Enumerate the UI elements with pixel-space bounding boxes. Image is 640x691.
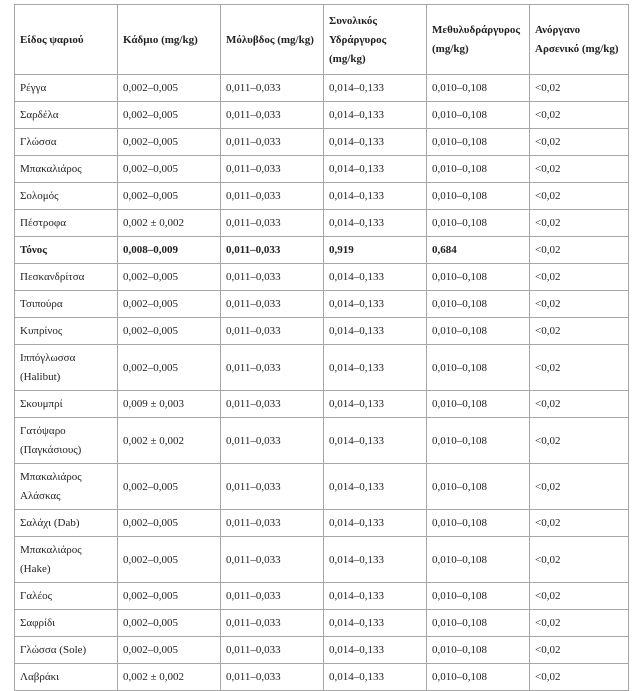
cell-total-mercury: 0,014–0,133	[324, 537, 427, 583]
cell-inorganic-arsenic: <0,02	[530, 129, 629, 156]
cell-lead: 0,011–0,033	[221, 75, 324, 102]
cell-lead: 0,011–0,033	[221, 664, 324, 691]
cell-lead: 0,011–0,033	[221, 418, 324, 464]
cell-total-mercury: 0,014–0,133	[324, 391, 427, 418]
cell-total-mercury: 0,014–0,133	[324, 464, 427, 510]
cell-cadmium: 0,002–0,005	[118, 264, 221, 291]
cell-methylmercury: 0,010–0,108	[427, 291, 530, 318]
cell-total-mercury: 0,014–0,133	[324, 183, 427, 210]
cell-total-mercury: 0,014–0,133	[324, 318, 427, 345]
cell-methylmercury: 0,010–0,108	[427, 464, 530, 510]
cell-lead: 0,011–0,033	[221, 156, 324, 183]
table-row	[15, 264, 629, 291]
cell-lead: 0,011–0,033	[221, 210, 324, 237]
table-row	[15, 291, 629, 318]
cell-cadmium: 0,002 ± 0,002	[118, 418, 221, 464]
cell-methylmercury: 0,010–0,108	[427, 637, 530, 664]
cell-total-mercury: 0,014–0,133	[324, 583, 427, 610]
cell-cadmium: 0,002–0,005	[118, 291, 221, 318]
header-total-mercury: Συνολικός Υδράργυρος (mg/kg)	[324, 5, 427, 75]
cell-total-mercury: 0,014–0,133	[324, 210, 427, 237]
cell-fish-species: Μπακαλιάρος Αλάσκας	[15, 464, 118, 510]
cell-fish-species: Πεσκανδρίτσα	[15, 264, 118, 291]
cell-lead: 0,011–0,033	[221, 102, 324, 129]
cell-cadmium: 0,002–0,005	[118, 583, 221, 610]
cell-methylmercury: 0,010–0,108	[427, 210, 530, 237]
cell-inorganic-arsenic: <0,02	[530, 418, 629, 464]
cell-inorganic-arsenic: <0,02	[530, 264, 629, 291]
cell-methylmercury: 0,010–0,108	[427, 664, 530, 691]
table-row	[15, 129, 629, 156]
cell-cadmium: 0,002–0,005	[118, 129, 221, 156]
cell-inorganic-arsenic: <0,02	[530, 156, 629, 183]
cell-total-mercury: 0,014–0,133	[324, 418, 427, 464]
cell-inorganic-arsenic: <0,02	[530, 664, 629, 691]
cell-fish-species: Σαρδέλα	[15, 102, 118, 129]
cell-cadmium: 0,002–0,005	[118, 345, 221, 391]
cell-methylmercury: 0,010–0,108	[427, 537, 530, 583]
cell-fish-species: Τόνος	[15, 237, 118, 264]
table-row	[15, 183, 629, 210]
cell-cadmium: 0,002–0,005	[118, 510, 221, 537]
cell-inorganic-arsenic: <0,02	[530, 464, 629, 510]
cell-inorganic-arsenic: <0,02	[530, 183, 629, 210]
cell-inorganic-arsenic: <0,02	[530, 537, 629, 583]
cell-inorganic-arsenic: <0,02	[530, 583, 629, 610]
cell-methylmercury: 0,010–0,108	[427, 610, 530, 637]
cell-fish-species: Λαβράκι	[15, 664, 118, 691]
cell-total-mercury: 0,014–0,133	[324, 510, 427, 537]
table-row	[15, 345, 629, 391]
cell-lead: 0,011–0,033	[221, 291, 324, 318]
cell-inorganic-arsenic: <0,02	[530, 291, 629, 318]
cell-methylmercury: 0,010–0,108	[427, 510, 530, 537]
cell-methylmercury: 0,010–0,108	[427, 418, 530, 464]
cell-inorganic-arsenic: <0,02	[530, 510, 629, 537]
cell-fish-species: Σαλάχι (Dab)	[15, 510, 118, 537]
cell-methylmercury: 0,010–0,108	[427, 391, 530, 418]
cell-inorganic-arsenic: <0,02	[530, 318, 629, 345]
table-row	[15, 210, 629, 237]
cell-cadmium: 0,002–0,005	[118, 75, 221, 102]
table-container	[14, 4, 629, 691]
table-row	[15, 637, 629, 664]
cell-methylmercury: 0,010–0,108	[427, 183, 530, 210]
cell-cadmium: 0,002–0,005	[118, 537, 221, 583]
cell-cadmium: 0,002 ± 0,002	[118, 210, 221, 237]
cell-cadmium: 0,002 ± 0,002	[118, 664, 221, 691]
table-row	[15, 464, 629, 510]
cell-total-mercury: 0,014–0,133	[324, 664, 427, 691]
header-fish-species: Είδος ψαριού	[15, 5, 118, 75]
cell-fish-species: Τσιπούρα	[15, 291, 118, 318]
table-row	[15, 391, 629, 418]
header-methylmercury: Μεθυλυδράργυρος (mg/kg)	[427, 5, 530, 75]
cell-fish-species: Ιππόγλωσσα (Halibut)	[15, 345, 118, 391]
cell-methylmercury: 0,010–0,108	[427, 156, 530, 183]
cell-inorganic-arsenic: <0,02	[530, 610, 629, 637]
cell-fish-species: Σαφρίδι	[15, 610, 118, 637]
table-row	[15, 418, 629, 464]
cell-fish-species: Σολομός	[15, 183, 118, 210]
cell-total-mercury: 0,014–0,133	[324, 129, 427, 156]
table-body	[15, 75, 629, 691]
cell-methylmercury: 0,010–0,108	[427, 102, 530, 129]
cell-cadmium: 0,002–0,005	[118, 183, 221, 210]
cell-total-mercury: 0,014–0,133	[324, 156, 427, 183]
cell-fish-species: Πέστροφα	[15, 210, 118, 237]
cell-lead: 0,011–0,033	[221, 318, 324, 345]
cell-lead: 0,011–0,033	[221, 464, 324, 510]
table-row	[15, 75, 629, 102]
cell-cadmium: 0,002–0,005	[118, 318, 221, 345]
cell-cadmium: 0,002–0,005	[118, 102, 221, 129]
cell-methylmercury: 0,010–0,108	[427, 345, 530, 391]
header-lead: Μόλυβδος (mg/kg)	[221, 5, 324, 75]
cell-inorganic-arsenic: <0,02	[530, 75, 629, 102]
table-row	[15, 583, 629, 610]
cell-inorganic-arsenic: <0,02	[530, 102, 629, 129]
table-row	[15, 610, 629, 637]
cell-methylmercury: 0,010–0,108	[427, 318, 530, 345]
cell-fish-species: Γλώσσα (Sole)	[15, 637, 118, 664]
header-cadmium: Κάδμιο (mg/kg)	[118, 5, 221, 75]
cell-total-mercury: 0,014–0,133	[324, 291, 427, 318]
table-row	[15, 510, 629, 537]
cell-total-mercury: 0,014–0,133	[324, 264, 427, 291]
cell-lead: 0,011–0,033	[221, 391, 324, 418]
cell-fish-species: Μπακαλιάρος	[15, 156, 118, 183]
table-row	[15, 102, 629, 129]
cell-inorganic-arsenic: <0,02	[530, 210, 629, 237]
cell-lead: 0,011–0,033	[221, 264, 324, 291]
header-inorganic-arsenic: Ανόργανο Αρσενικό (mg/kg)	[530, 5, 629, 75]
cell-cadmium: 0,002–0,005	[118, 156, 221, 183]
cell-inorganic-arsenic: <0,02	[530, 637, 629, 664]
cell-methylmercury: 0,010–0,108	[427, 583, 530, 610]
cell-fish-species: Γλώσσα	[15, 129, 118, 156]
cell-methylmercury: 0,684	[427, 237, 530, 264]
cell-total-mercury: 0,014–0,133	[324, 75, 427, 102]
cell-cadmium: 0,008–0,009	[118, 237, 221, 264]
cell-cadmium: 0,009 ± 0,003	[118, 391, 221, 418]
table-row	[15, 237, 629, 264]
cell-lead: 0,011–0,033	[221, 637, 324, 664]
cell-lead: 0,011–0,033	[221, 510, 324, 537]
cell-cadmium: 0,002–0,005	[118, 637, 221, 664]
cell-lead: 0,011–0,033	[221, 345, 324, 391]
cell-lead: 0,011–0,033	[221, 583, 324, 610]
cell-cadmium: 0,002–0,005	[118, 610, 221, 637]
table-row	[15, 537, 629, 583]
cell-fish-species: Κυπρίνος	[15, 318, 118, 345]
cell-fish-species: Σκουμπρί	[15, 391, 118, 418]
cell-lead: 0,011–0,033	[221, 237, 324, 264]
table-row	[15, 318, 629, 345]
cell-methylmercury: 0,010–0,108	[427, 129, 530, 156]
cell-cadmium: 0,002–0,005	[118, 464, 221, 510]
cell-total-mercury: 0,014–0,133	[324, 102, 427, 129]
cell-total-mercury: 0,919	[324, 237, 427, 264]
cell-methylmercury: 0,010–0,108	[427, 75, 530, 102]
table-row	[15, 156, 629, 183]
table-header-row	[15, 5, 629, 75]
cell-fish-species: Μπακαλιάρος (Hake)	[15, 537, 118, 583]
cell-lead: 0,011–0,033	[221, 183, 324, 210]
cell-inorganic-arsenic: <0,02	[530, 391, 629, 418]
cell-fish-species: Ρέγγα	[15, 75, 118, 102]
cell-inorganic-arsenic: <0,02	[530, 237, 629, 264]
cell-total-mercury: 0,014–0,133	[324, 610, 427, 637]
cell-total-mercury: 0,014–0,133	[324, 637, 427, 664]
cell-inorganic-arsenic: <0,02	[530, 345, 629, 391]
cell-fish-species: Γατόψαρο (Παγκάσιους)	[15, 418, 118, 464]
cell-methylmercury: 0,010–0,108	[427, 264, 530, 291]
fish-contaminants-table	[14, 4, 629, 691]
cell-fish-species: Γαλέος	[15, 583, 118, 610]
cell-lead: 0,011–0,033	[221, 537, 324, 583]
cell-lead: 0,011–0,033	[221, 129, 324, 156]
cell-lead: 0,011–0,033	[221, 610, 324, 637]
table-row	[15, 664, 629, 691]
cell-total-mercury: 0,014–0,133	[324, 345, 427, 391]
